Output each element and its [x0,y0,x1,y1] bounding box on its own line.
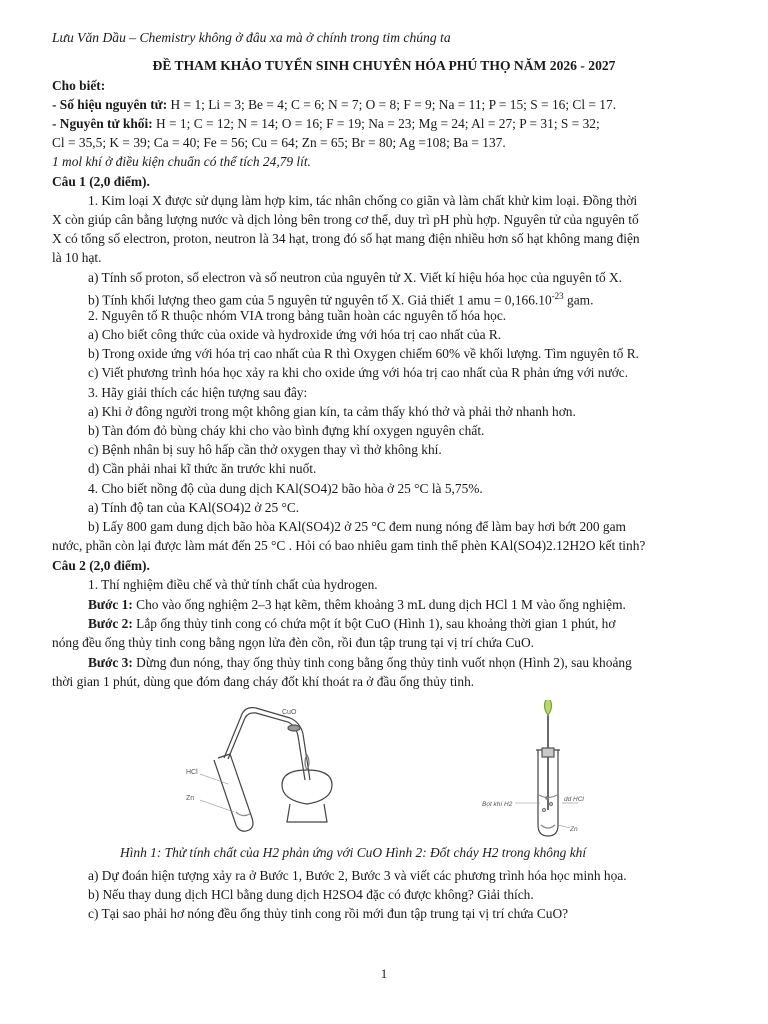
figure-1-apparatus [200,708,332,832]
q1-p3-b: b) Tàn đóm đỏ bùng cháy khi cho vào bình đựng khí oxygen nguyên chất. [88,423,485,438]
page-number: 1 [380,966,388,981]
q1-p1-b-text: b) Tính khối lượng theo gam của 5 nguyên tử nguyên tố X. Giả thiết 1 amu = 0,166.10 [88,292,552,308]
atomic-mass-label: - Nguyên tử khối: [52,116,153,131]
q2-step3-text: Dừng đun nóng, thay ống thủy tinh cong bằng ống thủy tinh vuốt nhọn (Hình 2), sau khoảng [132,655,632,670]
q1-p3: 3. Hãy giải thích các hiện tượng sau đây: [88,385,308,400]
gas-volume-note: 1 mol khí ở điều kiện chuẩn có thể tích 24,79 lít. [52,154,311,169]
experiment-figures [170,700,630,840]
atomic-number-line [52,95,718,114]
q1-p1-b-exponent: -23 [551,291,564,301]
question-2-heading: Câu 2 (2,0 điểm). [52,558,150,573]
figure-area [170,700,630,840]
atomic-mass-line-2: Cl = 35,5; K = 39; Ca = 40; Fe = 56; Cu = 64; Zn = 65; Br = 80; Ag =108; Ba = 137. [52,135,506,150]
atomic-mass-values: H = 1; C = 12; N = 14; O = 16; F = 19; Na = 23; Mg = 24; Al = 27; P = 31; S = 32; [152,116,600,131]
q1-p2: 2. Nguyên tố R thuộc nhóm VIA trong bảng tuần hoàn các nguyên tố hóa học. [88,308,507,323]
q1-p1-line4: là 10 hạt. [52,250,102,265]
q2-step1-text: Cho vào ống nghiệm 2–3 hạt kẽm, thêm khoảng 3 mL dung dịch HCl 1 M vào ống nghiệm. [132,597,626,612]
page-title: ĐỀ THAM KHẢO TUYỂN SINH CHUYÊN HÓA PHÚ THỌ NĂM 2026 - 2027 [152,58,616,73]
q2-c: c) Tại sao phải hơ nóng đều ống thủy tinh cong rồi mới đun tập trung tại vị trí chứa CuO? [88,906,569,921]
q1-p4-b-line2: nước, phần còn lại được làm mát đến 25 °C . Hỏi có bao nhiêu gam tinh thể phèn KAl(SO4)2.12H2O kết tinh? [52,538,646,553]
atomic-number-label: - Số hiệu nguyên tử: [52,97,168,112]
q2-step1-label: Bước 1: [88,597,133,612]
figure-caption: Hình 1: Thử tính chất của H2 phản ứng với CuO Hình 2: Đốt cháy H2 trong không khí [120,845,587,860]
q2-p1: 1. Thí nghiệm điều chế và thử tính chất của hydrogen. [88,577,378,592]
figure-1-zn-label: Zn [186,795,195,802]
page-header: Lưu Văn Dầu – Chemistry không ở đâu xa mà ở chính trong tim chúng ta [52,30,451,45]
q1-p4-b-line1: b) Lấy 800 gam dung dịch bão hòa KAl(SO4)2 ở 25 °C đem nung nóng để làm bay hơi bớt 200 gam [88,519,626,534]
q1-p1-line1: 1. Kim loại X được sử dụng làm hợp kim, tác nhân chống co giãn và làm chất khử kim loại. Đồng thời [88,193,638,208]
figure-2-bubbles-label: Bọt khí H2 [482,801,513,808]
figure-1-hcl-label: HCl [186,769,198,776]
q1-p1-a: a) Tính số proton, số electron và số neutron của nguyên tử X. Viết kí hiệu hóa học của nguyên tố X. [88,270,623,285]
q1-p1-line2: X còn giúp cân bằng lượng nước và dịch lỏng bên trong cơ thể, duy trì pH phù hợp. Nguyên tử của nguyên tố [52,212,639,227]
q1-p4-a: a) Tính độ tan của KAl(SO4)2 ở 25 °C. [88,500,300,515]
figure-1-cuo-label: CuO [282,709,297,716]
q1-p3-a: a) Khi ở đông người trong một không gian kín, ta cảm thấy khó thở và phải thở nhanh hơn. [88,404,576,419]
q2-step3 [52,653,754,672]
q1-p1-line3: X có tổng số electron, proton, neutron là 34 hạt, trong đó số hạt mang điện nhiều hơn số hạt không mang điện [52,231,640,246]
given-heading: Cho biết: [52,78,106,93]
figure-2-zn-label: Zn [570,826,578,833]
q2-step3-line2: thời gian 1 phút, dùng que đóm đang cháy đốt khí thoát ra ở đầu ống thủy tinh. [52,674,475,689]
q1-p3-d: d) Cần phải nhai kĩ thức ăn trước khi nuốt. [88,461,317,476]
q1-p2-c: c) Viết phương trình hóa học xảy ra khi cho oxide ứng với hóa trị cao nhất của R phản ứng với nước. [88,365,629,380]
question-1-heading: Câu 1 (2,0 điểm). [52,174,150,189]
q2-step3-label: Bước 3: [88,655,133,670]
atomic-mass-line [52,114,718,133]
q1-p2-b: b) Trong oxide ứng với hóa trị cao nhất của R thì Oxygen chiếm 60% về khối lượng. Tìm nguyên tố R. [88,346,639,361]
q2-step2-line2: nóng đều ống thủy tinh cong bằng ngọn lửa đèn cồn, rồi đun tập trung tại vị trí chứa CuO. [52,635,534,650]
q2-step2 [52,614,754,633]
q1-p3-c: c) Bệnh nhân bị suy hô hấp cần thở oxygen thay vì thở không khí. [88,442,442,457]
q2-a: a) Dự đoán hiện tượng xảy ra ở Bước 1, Bước 2, Bước 3 và viết các phương trình hóa học minh họa. [88,868,627,883]
q1-p4: 4. Cho biết nồng độ của dung dịch KAl(SO4)2 bão hòa ở 25 °C là 5,75%. [88,481,483,496]
atomic-number-values: H = 1; Li = 3; Be = 4; C = 6; N = 7; O = 8; F = 9; Na = 11; P = 15; S = 16; Cl = 17. [167,97,617,112]
figure-2-hcl-label: dd HCl [564,796,584,803]
figure-2-apparatus [515,700,578,836]
q2-step2-label: Bước 2: [88,616,133,631]
q2-step2-text: Lắp ống thủy tinh cong có chứa một ít bột CuO (Hình 1), sau khoảng thời gian 1 phút, hơ [132,616,616,631]
q2-b: b) Nếu thay dung dịch HCl bằng dung dịch H2SO4 đặc có được không? Giải thích. [88,887,534,902]
q2-step1 [52,595,754,614]
q1-p1-b-unit: gam. [563,292,594,308]
q1-p2-a: a) Cho biết công thức của oxide và hydroxide ứng với hóa trị cao nhất của R. [88,327,502,342]
